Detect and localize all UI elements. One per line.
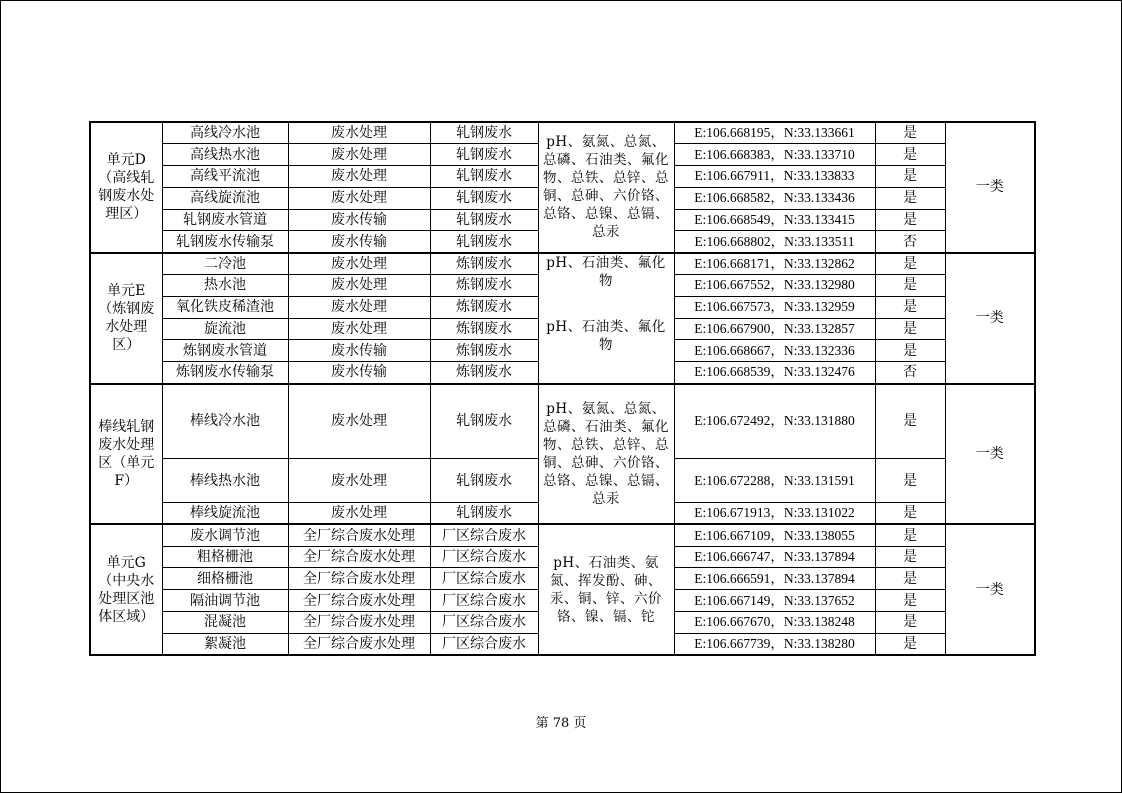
unit-name: 单元D（高线轧钢废水处理区） bbox=[90, 122, 162, 253]
function-cell: 废水传输 bbox=[288, 209, 430, 231]
facility-name: 高线平流池 bbox=[162, 166, 288, 188]
flag-cell: 是 bbox=[875, 612, 945, 634]
flag-cell: 是 bbox=[875, 122, 945, 144]
category-cell: 一类 bbox=[945, 253, 1035, 384]
function-cell: 全厂综合废水处理 bbox=[288, 524, 430, 546]
facility-name: 絮凝池 bbox=[162, 633, 288, 655]
medium-cell: 厂区综合废水 bbox=[430, 612, 538, 634]
facility-name: 轧钢废水传输泵 bbox=[162, 231, 288, 253]
coordinate-cell: E:106.672288，N:33.131591 bbox=[674, 459, 875, 503]
function-cell: 废水处理 bbox=[288, 318, 430, 340]
medium-cell: 轧钢废水 bbox=[430, 122, 538, 144]
facility-name: 混凝池 bbox=[162, 612, 288, 634]
coordinate-cell: E:106.668171，N:33.132862 bbox=[674, 253, 875, 275]
flag-cell: 是 bbox=[875, 166, 945, 188]
facility-name: 隔油调节池 bbox=[162, 590, 288, 612]
facility-name: 旋流池 bbox=[162, 318, 288, 340]
medium-cell: 炼钢废水 bbox=[430, 296, 538, 318]
medium-cell: 炼钢废水 bbox=[430, 318, 538, 340]
flag-cell: 是 bbox=[875, 340, 945, 362]
facility-name: 轧钢废水管道 bbox=[162, 209, 288, 231]
coordinate-cell: E:106.667739，N:33.138280 bbox=[674, 633, 875, 655]
pollutants-cell: pH、氨氮、总氮、总磷、石油类、氟化物、总铁、总锌、总铜、总砷、六价铬、总铬、总镍、总镉、总汞 bbox=[538, 384, 674, 525]
medium-cell: 厂区综合废水 bbox=[430, 590, 538, 612]
coordinate-cell: E:106.668383，N:33.133710 bbox=[674, 144, 875, 166]
category-cell: 一类 bbox=[945, 122, 1035, 253]
flag-cell: 是 bbox=[875, 524, 945, 546]
flag-cell: 是 bbox=[875, 209, 945, 231]
flag-cell: 否 bbox=[875, 231, 945, 253]
function-cell: 废水传输 bbox=[288, 362, 430, 384]
medium-cell: 厂区综合废水 bbox=[430, 633, 538, 655]
medium-cell: 轧钢废水 bbox=[430, 503, 538, 525]
coordinate-cell: E:106.667911，N:33.133833 bbox=[674, 166, 875, 188]
function-cell: 全厂综合废水处理 bbox=[288, 546, 430, 568]
coordinate-cell: E:106.667552，N:33.132980 bbox=[674, 275, 875, 297]
unit-name: 棒线轧钢废水处理区（单元F） bbox=[90, 384, 162, 525]
flag-cell: 是 bbox=[875, 546, 945, 568]
medium-cell: 厂区综合废水 bbox=[430, 524, 538, 546]
function-cell: 废水处理 bbox=[288, 144, 430, 166]
table-row bbox=[90, 384, 1035, 459]
flag-cell: 是 bbox=[875, 296, 945, 318]
function-cell: 全厂综合废水处理 bbox=[288, 590, 430, 612]
function-cell: 废水处理 bbox=[288, 459, 430, 503]
page-number: 第 78 页 bbox=[535, 716, 587, 731]
flag-cell: 是 bbox=[875, 253, 945, 275]
medium-cell: 轧钢废水 bbox=[430, 209, 538, 231]
coordinate-cell: E:106.671913，N:33.131022 bbox=[674, 503, 875, 525]
pollutants-cell: pH、氨氮、总氮、总磷、石油类、氟化物、总铁、总锌、总铜、总砷、六价铬、总铬、总镍、总镉、总汞 bbox=[538, 122, 674, 253]
coordinate-cell: E:106.668582，N:33.133436 bbox=[674, 187, 875, 209]
medium-cell: 炼钢废水 bbox=[430, 275, 538, 297]
flag-cell: 否 bbox=[875, 362, 945, 384]
medium-cell: 轧钢废水 bbox=[430, 187, 538, 209]
medium-cell: 厂区综合废水 bbox=[430, 546, 538, 568]
coordinate-cell: E:106.667149，N:33.137652 bbox=[674, 590, 875, 612]
flag-cell: 是 bbox=[875, 384, 945, 459]
medium-cell: 厂区综合废水 bbox=[430, 568, 538, 590]
facility-name: 二冷池 bbox=[162, 253, 288, 275]
function-cell: 废水处理 bbox=[288, 166, 430, 188]
coordinate-cell: E:106.672492，N:33.131880 bbox=[674, 384, 875, 459]
coordinate-cell: E:106.668539，N:33.132476 bbox=[674, 362, 875, 384]
coordinate-cell: E:106.667109，N:33.138055 bbox=[674, 524, 875, 546]
function-cell: 废水传输 bbox=[288, 231, 430, 253]
coordinate-cell: E:106.666747，N:33.137894 bbox=[674, 546, 875, 568]
facility-name: 炼钢废水传输泵 bbox=[162, 362, 288, 384]
facility-table bbox=[89, 121, 1036, 656]
coordinate-cell: E:106.668802，N:33.133511 bbox=[674, 231, 875, 253]
flag-cell: 是 bbox=[875, 590, 945, 612]
pollutants-cell: pH、石油类、氟化物 bbox=[538, 318, 674, 383]
facility-name: 高线旋流池 bbox=[162, 187, 288, 209]
coordinate-cell: E:106.666591，N:33.137894 bbox=[674, 568, 875, 590]
medium-cell: 炼钢废水 bbox=[430, 340, 538, 362]
function-cell: 废水处理 bbox=[288, 253, 430, 275]
function-cell: 废水处理 bbox=[288, 122, 430, 144]
facility-name: 氧化铁皮稀渣池 bbox=[162, 296, 288, 318]
pollutants-cell: pH、石油类、氨氮、挥发酚、砷、汞、铜、锌、六价铬、镍、镉、铊 bbox=[538, 524, 674, 655]
function-cell: 废水处理 bbox=[288, 187, 430, 209]
flag-cell: 是 bbox=[875, 568, 945, 590]
function-cell: 全厂综合废水处理 bbox=[288, 568, 430, 590]
function-cell: 废水处理 bbox=[288, 296, 430, 318]
category-cell: 一类 bbox=[945, 524, 1035, 655]
facility-name: 炼钢废水管道 bbox=[162, 340, 288, 362]
unit-name: 单元E（炼钢废水处理区） bbox=[90, 253, 162, 384]
table-row bbox=[90, 318, 1035, 340]
medium-cell: 轧钢废水 bbox=[430, 144, 538, 166]
facility-name: 热水池 bbox=[162, 275, 288, 297]
table-row bbox=[90, 253, 1035, 275]
medium-cell: 轧钢废水 bbox=[430, 384, 538, 459]
function-cell: 废水传输 bbox=[288, 340, 430, 362]
coordinate-cell: E:106.668667，N:33.132336 bbox=[674, 340, 875, 362]
medium-cell: 轧钢废水 bbox=[430, 459, 538, 503]
medium-cell: 轧钢废水 bbox=[430, 231, 538, 253]
flag-cell: 是 bbox=[875, 144, 945, 166]
facility-name: 棒线冷水池 bbox=[162, 384, 288, 459]
flag-cell: 是 bbox=[875, 318, 945, 340]
unit-name: 单元G（中央水处理区池体区域） bbox=[90, 524, 162, 655]
coordinate-cell: E:106.667573，N:33.132959 bbox=[674, 296, 875, 318]
table-row bbox=[90, 122, 1035, 144]
table-row bbox=[90, 524, 1035, 546]
function-cell: 废水处理 bbox=[288, 384, 430, 459]
facility-name: 高线冷水池 bbox=[162, 122, 288, 144]
function-cell: 全厂综合废水处理 bbox=[288, 612, 430, 634]
function-cell: 废水处理 bbox=[288, 275, 430, 297]
flag-cell: 是 bbox=[875, 459, 945, 503]
medium-cell: 轧钢废水 bbox=[430, 166, 538, 188]
coordinate-cell: E:106.667900，N:33.132857 bbox=[674, 318, 875, 340]
coordinate-cell: E:106.668195，N:33.133661 bbox=[674, 122, 875, 144]
flag-cell: 是 bbox=[875, 633, 945, 655]
medium-cell: 炼钢废水 bbox=[430, 362, 538, 384]
flag-cell: 是 bbox=[875, 187, 945, 209]
pollutants-cell: pH、石油类、氟化物 bbox=[538, 253, 674, 318]
facility-name: 棒线热水池 bbox=[162, 459, 288, 503]
medium-cell: 炼钢废水 bbox=[430, 253, 538, 275]
facility-name: 粗格栅池 bbox=[162, 546, 288, 568]
function-cell: 全厂综合废水处理 bbox=[288, 633, 430, 655]
facility-name: 细格栅池 bbox=[162, 568, 288, 590]
coordinate-cell: E:106.667670，N:33.138248 bbox=[674, 612, 875, 634]
facility-name: 废水调节池 bbox=[162, 524, 288, 546]
category-cell: 一类 bbox=[945, 384, 1035, 525]
coordinate-cell: E:106.668549，N:33.133415 bbox=[674, 209, 875, 231]
flag-cell: 是 bbox=[875, 275, 945, 297]
facility-name: 棒线旋流池 bbox=[162, 503, 288, 525]
flag-cell: 是 bbox=[875, 503, 945, 525]
function-cell: 废水处理 bbox=[288, 503, 430, 525]
facility-name: 高线热水池 bbox=[162, 144, 288, 166]
